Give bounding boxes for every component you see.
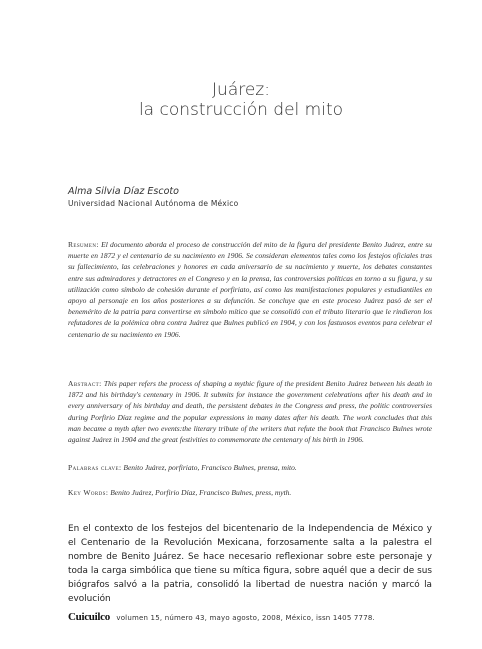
journal-logo: Cuicuilco [68,611,110,623]
keywords-es [68,462,432,473]
page-footer [68,611,438,623]
keywords-en-label: Key Words: [68,488,109,497]
keywords-es-label: Palabras clave: [68,463,122,472]
resumen-block [68,239,432,340]
title-line-1: Juárez: [212,80,270,100]
resumen-label: Resumen: [68,240,99,249]
author-name: Alma Silvia Díaz Escoto [68,186,179,197]
article-title [0,80,482,120]
title-line-2: la construcción del mito [138,100,344,120]
keywords-en [68,487,432,498]
footer-citation: volumen 15, número 43, mayo agosto, 2008, México, issn 1405 7778. [116,614,375,622]
body-paragraph: En el contexto de los festejos del bicentenario de la Independencia de México y el Centenario de la Revolución Mexicana, forzosamente salta a la palestra el nombre de Benito Juárez. Se hace necesario reflexionar sobre este personaje y toda la carga simbólica que tiene su mítica figura, sobre aquél que a decir de sus biógrafos salvó a la patria, consolidó la libertad de nuestra nación y marcó la evolución [68,524,432,604]
abstract-block [68,378,432,445]
resumen-text: El documento aborda el proceso de construcción del mito de la figura del presidente Benito Juárez, entre su muerte en 1872 y el centenario de su nacimiento en 1906. Se consideran elementos tales como los festejos oficiales tras su fallecimiento, las celebraciones y honores en cada aniversario de su nacimiento y muerte, los debates constantes entre sus admiradores y detractores en el Congreso y en la prensa, las controversias políticas en torno a su figura, y su utilización como símbolo de cohesión durante el porfiriato, así como las manifestaciones populares y estudiantiles en apoyo al personaje en los años posteriores a su defunción. Se concluye que en este proceso Juárez pasó de ser el benemérito de la patria para convertirse en símbolo mítico que se consolidó con el tributo literario que le rindieron los refutadores de la polémica obra contra Juárez que Bulnes publicó en 1904, y con los fastuosos eventos para celebrar el centenario de su nacimiento en 1906. [68,240,432,339]
abstract-text: This paper refers the process of shaping a mythic figure of the president Benito Juárez between his death in 1872 and his birthday's centenary in 1906. It submits for instance the government celebrations after his death and in every anniversary of his birthday and death, the persistent debates in the Congress and press, the politic controversies during Porfirio Díaz regime and the popular expressions in many dates after his death. The work concludes that this man became a myth after two events:the literary tribute of the writers that refute the book that Francisco Bulnes wrote against Juárez in 1904 and the great festivities to commemorate the centenary of his birth in 1906. [68,379,433,445]
author-affiliation: Universidad Nacional Autónoma de México [68,199,239,208]
keywords-es-text: Benito Juárez, porfiriato, Francisco Bulnes, prensa, mito. [123,463,297,472]
keywords-en-text: Benito Juárez, Porfirio Díaz, Francisco Bulnes, press, myth. [110,488,292,497]
abstract-label: Abstract: [68,379,102,388]
